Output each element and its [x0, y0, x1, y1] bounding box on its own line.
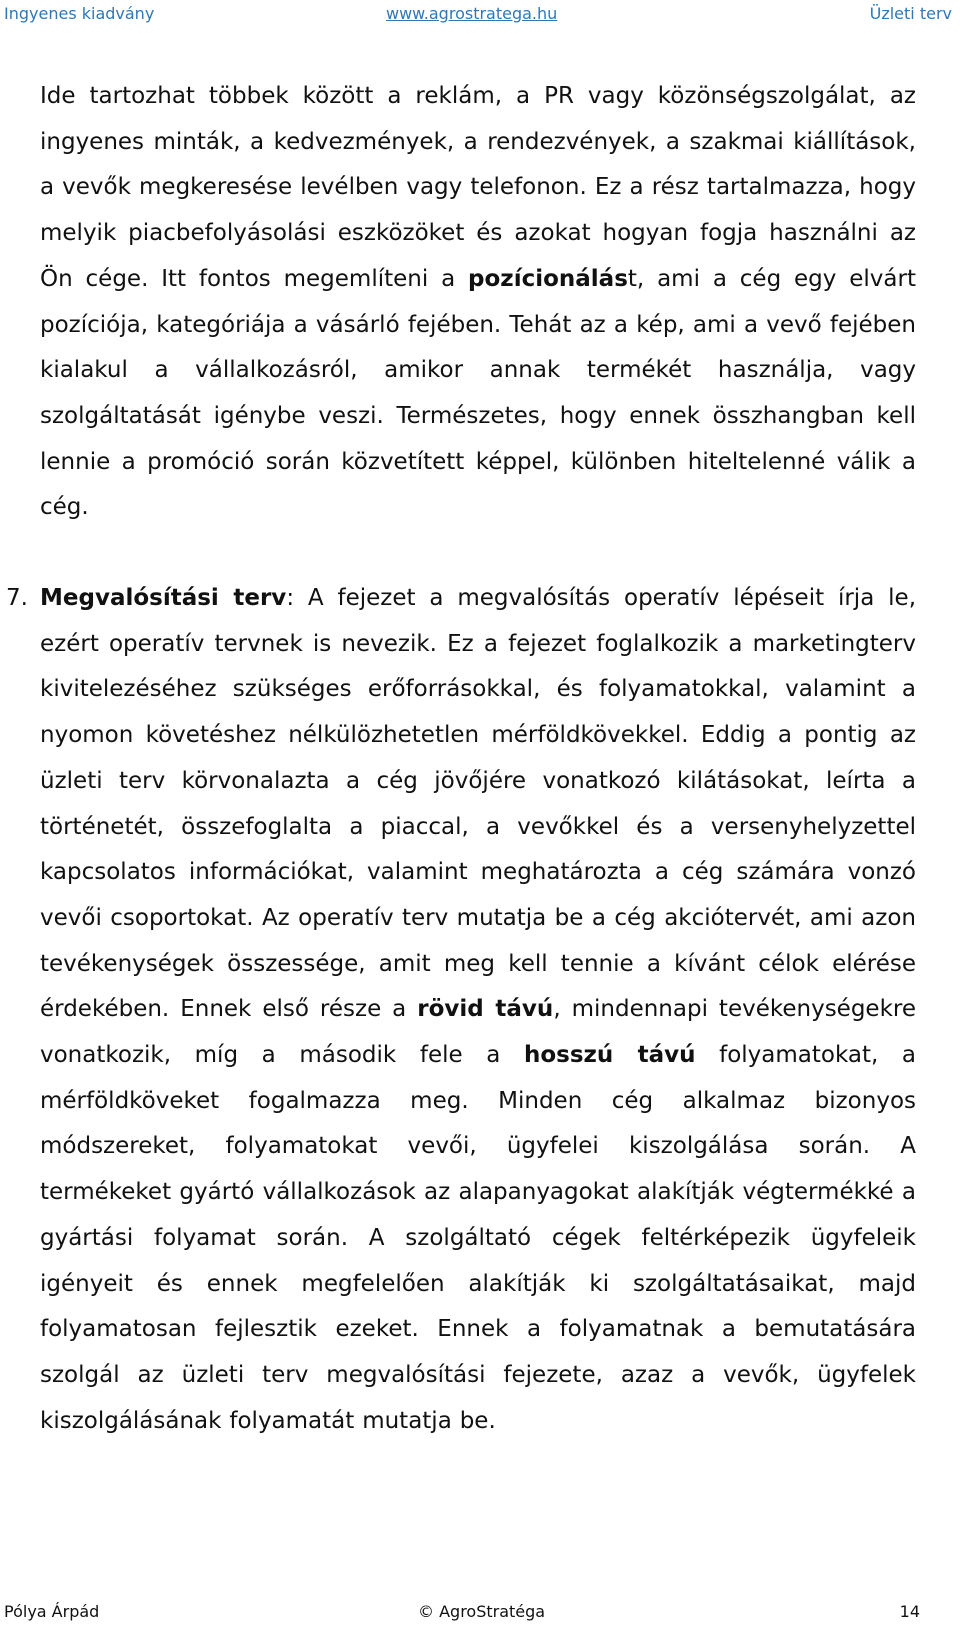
footer-copyright: © AgroStratéga [418, 1602, 546, 1621]
header-left-text: Ingyenes kiadvány [4, 4, 155, 23]
section-7-bold-long-term: hosszú távú [523, 1042, 696, 1069]
paragraph-promotion-text-1: Ide tartozhat többek között a reklám, a PR vagy közönségszolgálat, az ingyenes minták, a kedvezmények, a rendezvények, a szakmai kiállítások, a vevők megkeresése levélben vagy telefonon. Ez a rész tartalmazza, hogy melyik piacbefolyásolási eszközöket és azokat hogyan fogja használni az Ön cége. Itt fontos megemlíteni a [40, 83, 916, 292]
paragraph-promotion [40, 74, 916, 531]
header-right-text: Üzleti terv [869, 4, 952, 23]
footer-page-number: 14 [899, 1602, 920, 1621]
paragraph-promotion-text-2: t, ami a cég egy elvárt pozíciója, kategóriája a vásárló fejében. Tehát az a kép, ami a vevő fejében kialakul a vállalkozásról, amikor annak termékét használja, vagy szolgáltatását igénybe veszi. Természetes, hogy ennek összhangban kell lennie a promóció során közvetített képpel, különben hiteltelenné válik a cég. [40, 265, 916, 521]
section-7-paragraph [40, 576, 916, 1444]
paragraph-promotion-bold: pozícionálás [468, 265, 628, 292]
page-header [0, 4, 960, 30]
section-7-bold-short-term: rövid távú [417, 996, 554, 1023]
page-footer [0, 1602, 960, 1628]
footer-author: Pólya Árpád [4, 1602, 100, 1621]
section-7-text-1: : A fejezet a megvalósítás operatív lépéseit írja le, ezért operatív tervnek is nevezik. Ez a fejezet foglalkozik a marketingterv kivitelezéséhez szükséges erőforrásokkal, és folyamatokkal, valamint a nyomon követéshez nélkülözhetetlen mérföldkövekkel. Eddig a pontig az üzleti terv körvonalazta a cég jövőjére vonatkozó kilátásokat, leírta a történetét, összefoglalta a piaccal, a vevőkkel és a versenyhelyzettel kapcsolatos információkat, valamint meghatározta a cég számára vonzó vevői csoportokat. Az operatív terv mutatja be a cég akciótervét, ami azon tevékenységek összessége, amit meg kell tennie a kívánt célok elérése érdekében. Ennek első része a [40, 585, 917, 1023]
header-website-link[interactable]: www.agrostratega.hu [386, 4, 558, 23]
section-7-text-2: , mindennapi tevékenységekre vonatkozik, míg a második fele a [40, 996, 916, 1069]
section-7 [6, 576, 917, 1444]
section-7-text-3: folyamatokat, a mérföldköveket fogalmazza meg. Minden cég alkalmaz bizonyos módszereket, folyamatokat vevői, ügyfelei kiszolgálása során. A termékeket gyártó vállalkozások az alapanyagokat alakítják végtermékké a gyártási folyamat során. A szolgáltató cégek feltérképezik ügyfeleik igényeit és ennek megfelelően alakítják ki szolgáltatásaikat, majd folyamatosan fejlesztik ezeket. Ennek a folyamatnak a bemutatására szolgál az üzleti terv megvalósítási fejezete, azaz a vevők, ügyfelek kiszolgálásának folyamatát mutatja be. [40, 1042, 916, 1434]
document-content [6, 74, 917, 1444]
section-7-title: Megvalósítási terv [40, 585, 287, 612]
section-number: 7. [6, 585, 28, 612]
